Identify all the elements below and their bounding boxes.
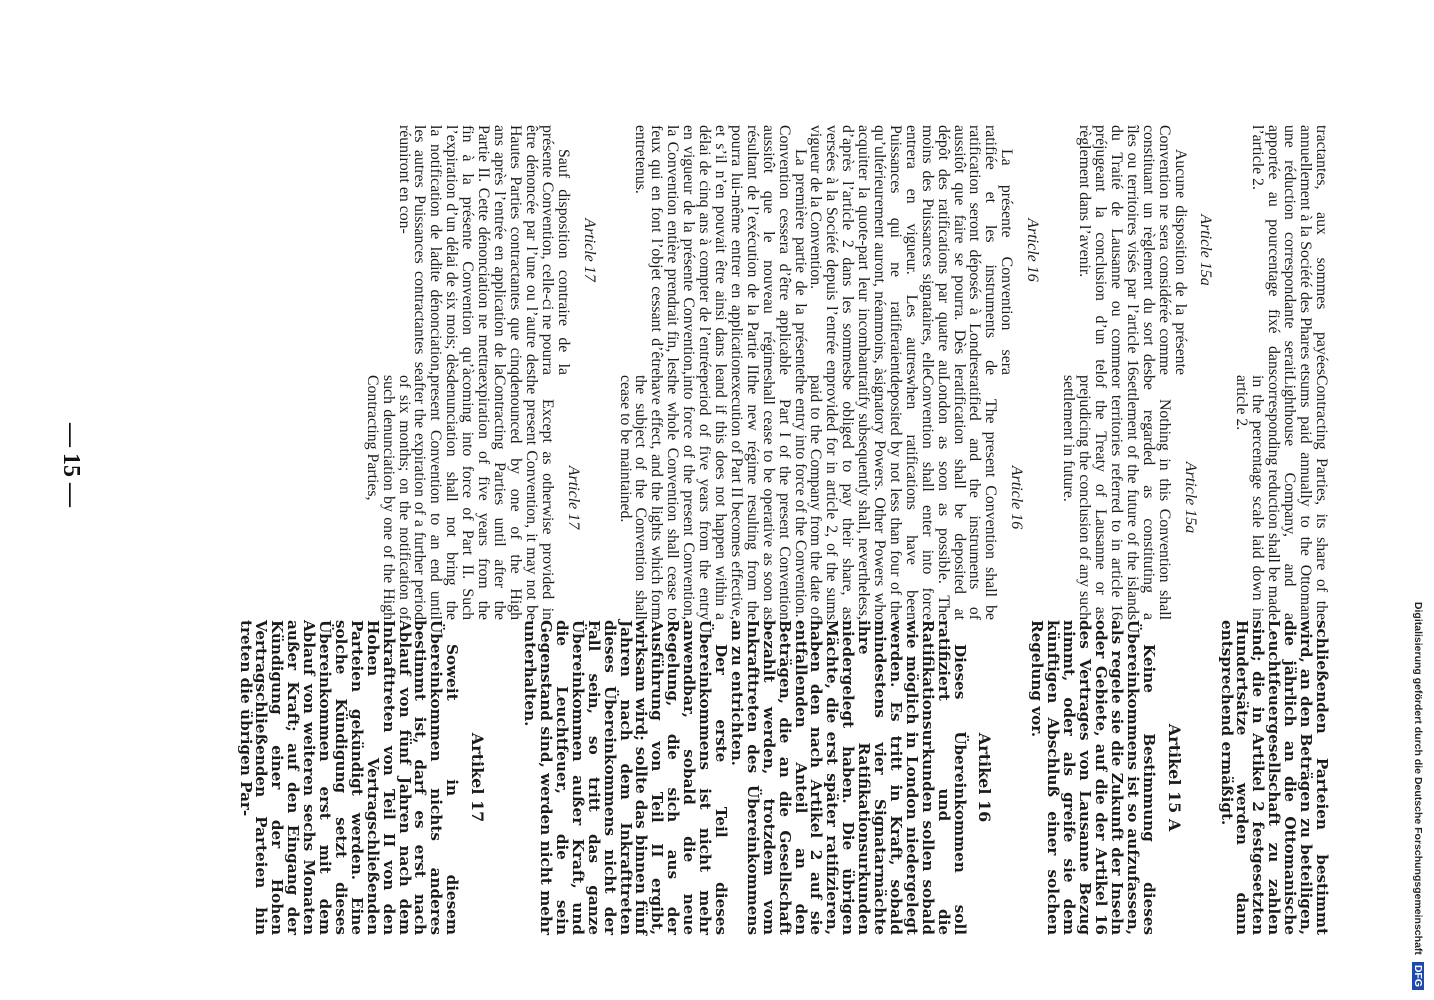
article-15a-text: Keine Bestimmung dieses Übereinkommens ist so aufzufassen, als regele sie die Zukunft der Inseln oder Gebiete, auf die der Artikel 16 des Vertrages von Lausanne Bezug nimmt, oder als greife sie dem künftigen Abschluß einer solchen Regelung vor. bbox=[1028, 620, 1158, 935]
article-16-heading: Article 16 bbox=[1008, 465, 1026, 530]
french-column bbox=[99, 125, 1329, 375]
article-16-paragraph-2: Part I of the present Convention shall cease to be operative as soon as the new régime resulting from the execution of Part II becomes effective, and if this does not happen within a period of five years from the entry into force of the present Convention, the whole Convention shall cease to have effect, and the lights which form the subject of the Convention shall cease to be maintained. bbox=[616, 375, 793, 620]
dfg-logo: DFG bbox=[1412, 962, 1424, 990]
article-15a-heading: Article 15a bbox=[1197, 214, 1215, 286]
article-15a-text: Nothing in this Convention shall be regarded as constituting a settlement of the future of the islands or territories referred to in article 16 of the Treaty of Lausanne or as prejudicing the conclusion of any such settlement in future. bbox=[1060, 375, 1173, 620]
article-17-text: Soweit in diesem Übereinkommen nichts anderes bestimmt ist, darf es erst nach Ablauf von fünf Jahren nach dem Inkrafttreten von Teil II von den Hohen Vertragschließenden Parteien gekündigt werden. Eine solche Kündigung setzt dieses Übereinkommen erst mit dem Ablauf von weiteren sechs Monaten außer Kraft; auf den Eingang der Kündigung einer der Hohen Vertragschließenden Parteien hin treten die übrigen Par- bbox=[236, 620, 462, 935]
article-16-paragraph-1: La présente Convention sera ratifiée et les instruments de ratification seront déposés à Londres aussitôt que faire se pourra. Dès le dépôt des ratifications par quatre au moins des Puissances signataires, elle entrera en vigueur. Les autres Puissances qui ne ratifieraient qu’ultérieurement auront, néanmoins, à acquitter la quote-part leur incombant d’après l’article 2 dans les sommes versées à la Société depuis l’entrée en vigueur de la Convention. bbox=[807, 125, 1016, 375]
article-17-text: Sauf disposition contraire de la présente Convention, celle-ci ne pourra être dénoncée par l’une ou l’autre des Hautes Parties contractantes que cinq ans après l’entrée en application de la Partie II. Cette dénonciation ne mettra fin à la présente Convention qu’à l’expiration d’un délai de six mois; dès la notification de ladite dénonciation, les autres Puissances contractantes se réuniront en con- bbox=[395, 125, 572, 375]
article-17-text: Except as otherwise provided in the present Convention, it may not be denounced by one of the High Contracting Parties until after the expiration of five years from the coming into force of Part II. Such denunciation shall not bring the present Convention to an end until after the expiration of a further period of six months; on the notification of such denunciation by one of the High Contracting Parties, bbox=[363, 375, 556, 620]
article-16-paragraph-1: The present Convention shall be ratified and the instruments of ratification shall be deposited at London as soon as possible. The Convention shall enter into force when ratifications have been deposited by not less than four of the signatory Powers. Other Powers who ratify subsequently shall, nevertheless, be obliged to pay their share, as provided for in article 2, of the sums paid to the Company from the date of the entry into force of the Convention. bbox=[791, 375, 1000, 620]
article-17-heading: Artikel 17 bbox=[468, 732, 488, 823]
continuation-text: schließenden Parteien bestimmt wird, an den Beträgen zu beteiligen, die jährlich an die Ottomanische Leuchtfeuergesellschaft zu zahlen sind; die in Artikel 2 festgesetzten Hundertsätze werden dann entsprechend ermäßigt. bbox=[1217, 620, 1331, 935]
article-15a-heading: Article 15a bbox=[1181, 461, 1199, 534]
article-16-paragraph-1: Dieses Übereinkommen soll ratifiziert und die Ratifikationsurkunden sollen sobald wie möglich in London niedergelegt werden. Es tritt in Kraft, sobald mindestens vier Signatarmächte ihre Ratifikationsurkunden niedergelegt haben. Die übrigen Mächte, die erst später ratifizieren, haben den nach Artikel 2 auf sie entfallenden Anteil an den Beträgen, die an die Gesellschaft bezahlt werden, trotzdem vom Inkrafttreten des Übereinkommens an zu entrichten. bbox=[727, 620, 969, 935]
digitization-note bbox=[1408, 10, 1424, 990]
page-number: — 15 — bbox=[58, 423, 84, 507]
article-15a-text: Aucune disposition de la présente Convention ne sera considérée comme constituant un règlement du sort des îles ou territoires visés par l’article 16 du Traité de Lausanne ou comme préjugeant la conclusion d’un tel règlement dans l’avenir. bbox=[1076, 125, 1189, 375]
article-16-heading: Artikel 16 bbox=[975, 732, 995, 823]
continuation-text: tractantes, aux sommes payées annuellement à la Société des Phares et une réduction correspondante serait apportée au pourcentage fixé dans l’article 2. bbox=[1249, 125, 1330, 375]
article-17-heading: Article 17 bbox=[580, 218, 598, 282]
english-column bbox=[99, 375, 1329, 620]
continuation-text: Contracting Parties, its share of the sums paid annually to the Ottoman Lighthouse Company, and a corresponding reduction shall be made in the percentage scale laid down in article 2. bbox=[1233, 375, 1330, 620]
article-17-heading: Article 17 bbox=[564, 465, 582, 530]
article-16-paragraph-2: Der erste Teil dieses Übereinkommens ist nicht mehr anwendbar, sobald die neue Regelung, die sich aus der Ausführung von Teil II ergibt, wirksam wird; sollte das binnen fünf Jahren nach dem Inkrafttreten dieses Übereinkommens nicht der Fall sein, so tritt das ganze Übereinkommen außer Kraft, und die Leuchtfeuer, die sein Gegenstand sind, werden nicht mehr unterhalten. bbox=[521, 620, 730, 935]
german-column bbox=[99, 620, 1329, 935]
article-16-heading: Article 16 bbox=[1024, 218, 1042, 282]
digitization-text: Digitalisierung gefördert durch die Deutsche Forschungsgemeinschaft bbox=[1412, 601, 1424, 955]
article-16-paragraph-2: La première partie de la présente Convention cessera d’être applicable aussitôt que le nouveau régime résultant de l’exécution de la Partie II pourra lui-même entrer en application et s’il n’en pouvait être ainsi dans le délai de cinq ans à compter de l’entrée en vigueur de la présente Convention, la Convention entière prendrait fin, les feux qui en font l’objet cessant d’être entretenus. bbox=[632, 125, 809, 375]
article-15a-heading: Artikel 15 A bbox=[1164, 723, 1184, 832]
